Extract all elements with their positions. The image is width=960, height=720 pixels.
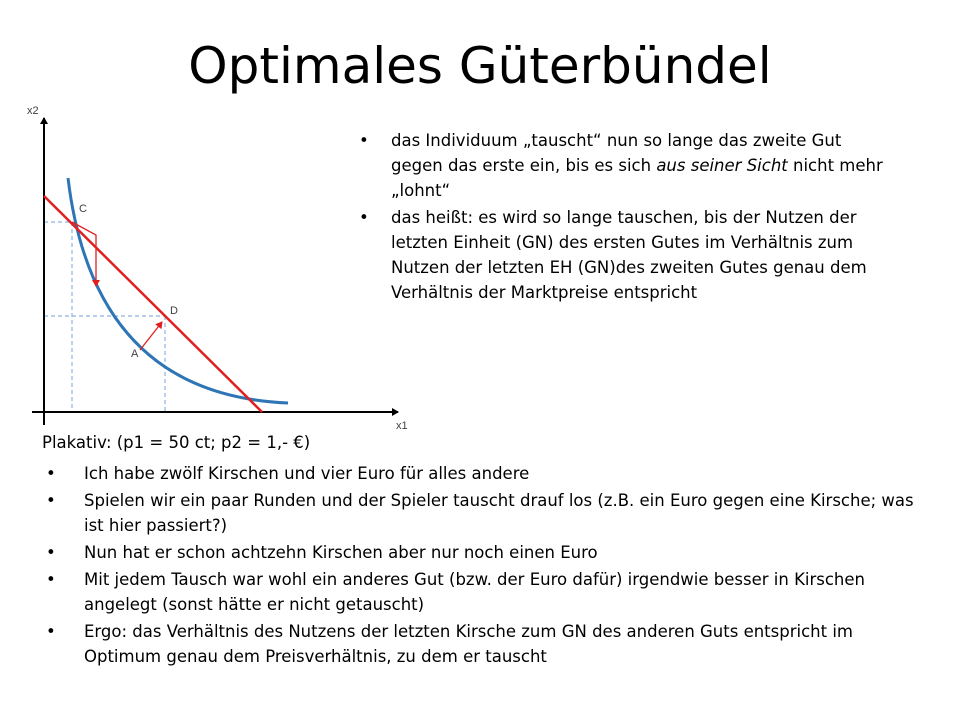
- x-axis-label: x1: [396, 420, 408, 432]
- y-axis-label: x2: [27, 105, 39, 117]
- example-bullets: [42, 461, 922, 671]
- example-bullet-1: • Ich habe zwölf Kirschen und vier Euro für alles andere: [42, 461, 922, 486]
- example-bullet-4: • Mit jedem Tausch war wohl ein anderes Gut (bzw. der Euro dafür) irgendwie besser in Kirschen angelegt (sonst hätte er nicht getauscht): [42, 567, 922, 617]
- example-bullet-2: • Spielen wir ein paar Runden und der Spieler tauscht drauf los (z.B. ein Euro gegen eine Kirsche; was ist hier passiert?): [42, 488, 922, 538]
- example-bullet-5: • Ergo: das Verhältnis des Nutzens der letzten Kirsche zum GN des anderen Guts entspricht im Optimum genau dem Preisverhältnis, zu dem er tauscht: [42, 619, 922, 669]
- bullet-text: nicht mehr „lohnt“: [391, 156, 883, 200]
- point-label-d: D: [170, 305, 178, 317]
- point-label-c: C: [79, 203, 87, 215]
- budget-line: [44, 196, 262, 412]
- explanation-bullet-1: [355, 128, 895, 203]
- exchange-arrow-a: [140, 322, 162, 350]
- indifference-curve: [68, 178, 288, 403]
- explanation-bullet-2: • das heißt: es wird so lange tauschen, bis der Nutzen der letzten Einheit (GN) des ersten Gutes im Verhältnis zum Nutzen der letzten EH (GN)des zweiten Gutes genau dem Verhältnis der Marktpreise entspricht: [355, 205, 895, 305]
- bullet-emphasis: aus seiner Sicht: [656, 156, 788, 175]
- point-label-a: A: [131, 348, 139, 360]
- example-caption: Plakativ: (p1 = 50 ct; p2 = 1,- €): [42, 433, 311, 452]
- explanation-bullets: [355, 128, 895, 307]
- example-bullet-3: • Nun hat er schon achtzehn Kirschen aber nur noch einen Euro: [42, 540, 922, 565]
- bullet-text: das Individuum „tauscht“ nun so lange das zweite Gut gegen das erste ein, bis es sich: [391, 131, 842, 175]
- slide-title: Optimales Güterbündel: [188, 37, 772, 95]
